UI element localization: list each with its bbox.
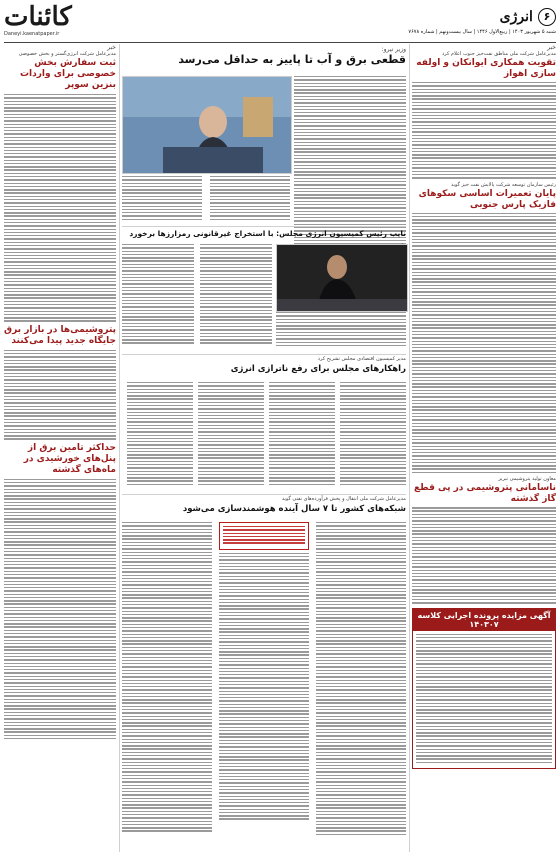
fourth-headline: شبکه‌های کشور تا ۷ سال آینده هوشمندسازی می‌شود <box>182 504 406 514</box>
fourth-story-body <box>122 522 406 852</box>
third-kicker: مدیر کمیسیون اقتصادی مجلس تشریح کرد <box>317 356 406 362</box>
left-headline-3: حداکثر تامین برق از پنل‌های خورشیدی در ماه‌های گذشته <box>23 442 116 475</box>
third-story-body <box>122 382 406 492</box>
article-body <box>412 82 556 179</box>
minister-photo <box>123 77 291 173</box>
lead-body-left <box>122 176 290 224</box>
page-header <box>256 6 556 40</box>
second-story-head <box>122 228 406 242</box>
left-headline: ثبت سفارش بخش خصوصی برای واردات بنزین سوپر <box>20 58 116 90</box>
article-body <box>412 213 556 474</box>
kicker-3: معاون تولید پتروشیمی تبریز <box>498 476 556 483</box>
masthead <box>4 4 556 40</box>
column-divider <box>409 44 410 852</box>
kicker: مدیرعامل شرکت انرژی‌گستر و بخش خصوصی <box>18 51 116 57</box>
fourth-kicker: مدیرعامل شرکت ملی انتقال و پخش فرآورده‌های نفتی گوید <box>281 496 406 502</box>
fourth-story-head <box>122 496 406 520</box>
logo-text: کائنات <box>4 2 72 32</box>
pull-quote <box>219 522 309 550</box>
right-headline-1: تقویت همکاری ایوانکان و اولفه سازی اهواز <box>416 58 556 79</box>
second-photo <box>276 244 408 312</box>
kicker-1: مدیرعامل شرکت ملی مناطق نفت‌خیز جنوب اعلام کرد <box>441 51 556 57</box>
third-story-head <box>122 356 406 380</box>
kicker-2: رئیس سازمان توسعه شرکت پالایش نفت خیز گوید <box>450 181 556 188</box>
header-rule <box>4 42 556 43</box>
left-column <box>4 44 116 852</box>
column-divider <box>119 44 120 852</box>
second-body-under-photo <box>276 312 406 352</box>
story-divider <box>122 354 406 355</box>
second-headline: نایب رئیس کمیسیون انرژی مجلس: با استخراج غیرقانونی رمزارزها برخورد <box>129 229 406 238</box>
article-body <box>4 94 116 322</box>
lead-kicker: وزیر نیرو: <box>381 46 406 53</box>
right-headline-3: ناسامانی پتروشیمی در پی قطع گاز گذشته <box>414 483 556 505</box>
story-divider <box>122 494 406 495</box>
lead-photo <box>122 76 292 174</box>
section-tag: خبر <box>107 44 116 51</box>
article-body <box>4 479 116 740</box>
parliament-speaker-photo <box>277 245 407 311</box>
second-story-body <box>122 244 272 352</box>
article-body <box>4 350 116 440</box>
ad-body <box>413 631 555 768</box>
page-number: ۶ <box>538 8 556 26</box>
article-body <box>412 507 556 604</box>
site-url: Daneyi.kaenatpaper.ir <box>4 31 60 37</box>
newspaper-logo <box>4 4 119 40</box>
auction-ad <box>412 608 556 769</box>
left-headline-2: پتروشیمی‌ها در بازار برق جایگاه جدید پیدا می‌کنند <box>4 324 116 346</box>
right-column <box>412 44 556 852</box>
right-headline-2: پایان تعمیرات اساسی سکوهای فازیک پارس جنوبی <box>418 188 556 210</box>
lead-headline: قطعی برق و آب تا پاییز به حداقل می‌رسد <box>178 53 406 66</box>
story-divider <box>122 226 406 227</box>
ad-title: آگهی مزایده پرونده اجرایی کلاسه ۱۴۰۳۰۷ <box>413 609 555 631</box>
dateline: شنبه ۵ شهریور ۱۴۰۳ | ربیع‌الاول ۱۴۴۶ | سال بیست‌ونهم | شماره ۷۶۷۸ <box>408 28 556 35</box>
third-headline: راهکارهای مجلس برای رفع ناترازی انرژی <box>230 364 406 374</box>
section-name: انرژی <box>499 9 533 25</box>
section-tag: خبر <box>547 44 556 51</box>
